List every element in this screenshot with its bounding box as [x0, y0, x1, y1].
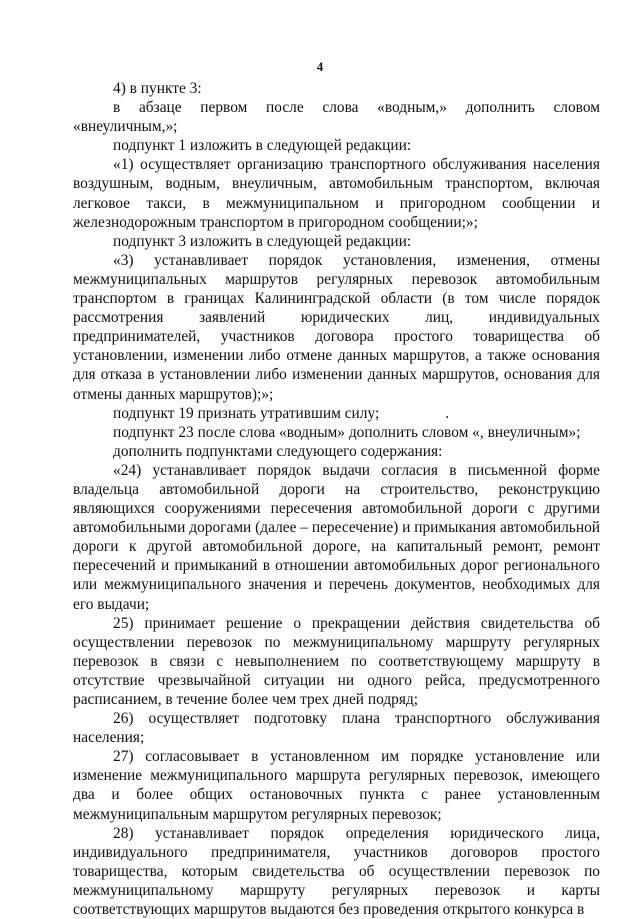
paragraph-abzac-first: в абзаце первом после слова «водным,» дополнить словом «внеуличным,»; [73, 99, 600, 136]
paragraph-subitem-28: 28) устанавливает порядок определения юридического лица, индивидуального предпринимателя, участников договоров простого товарищества, которым свидетельства об осуществлении перевозок по межмуниципальному маршруту регулярных перевозок и карты соответствующих маршрутов выдаются без проведения открытого конкурса в [73, 824, 600, 919]
paragraph-subitem-26: 26) осуществляет подготовку плана транспортного обслуживания населения; [73, 710, 600, 747]
paragraph-subitem-1-text: «1) осуществляет организацию транспортного обслуживания населения воздушным, водным, внеуличным, автомобильным транспортом, включая легковое такси, в межмуниципальном и пригородном сообщении и железнодорожным транспортом в пригородном сообщении;»; [73, 156, 600, 231]
item-4-heading: 4) в пункте 3: [113, 80, 202, 97]
paragraph-add-subitems-intro: дополнить подпунктами следующего содержания: [113, 442, 443, 460]
paragraph-subitem-19: подпункт 19 признать утратившим силу; . [113, 404, 450, 422]
paragraph-subitem-3-intro: подпункт 3 изложить в следующей редакции: [113, 232, 412, 250]
paragraph-subitem-23: подпункт 23 после слова «водным» дополнить словом «, внеуличным»; [113, 423, 581, 441]
page-number: 4 [316, 59, 324, 74]
paragraph-subitem-25: 25) принимает решение о прекращении действия свидетельства об осуществлении перевозок по межмуниципальному маршруту регулярных перевозок в связи с невыполнением по соответствующему маршруту в отсутствие чрезвычайной ситуации ни одного рейса, предусмотренного расписанием, в течение более чем трех дней подряд; [73, 614, 600, 708]
paragraph-subitem-19-text: подпункт 19 признать утратившим силу; [113, 404, 380, 422]
paragraph-subitem-1-intro: подпункт 1 изложить в следующей редакции: [113, 137, 412, 155]
paragraph-subitem-27: 27) согласовывает в установленном им порядке установление или изменение межмуниципального маршрута регулярных перевозок, имеющего два и более общих остановочных пункта с ранее установленным межмуниципальным маршрутом регулярных перевозок; [73, 748, 600, 823]
paragraph-subitem-24: «24) устанавливает порядок выдачи согласия в письменной форме владельца автомобильной дороги на строительство, реконструкцию являющихся сооружениями пересечения автомобильной дороги с другими автомобильными дорогами (далее – пересечение) и примыкания автомобильной дороги к другой автомобильной дороге, на капитальный ремонт, ремонт пересечений и примыканий в отношении автомобильных дорог регионального или межмуниципального значения и перечень документов, необходимых для его выдачи; [73, 461, 600, 613]
document-body [73, 79, 600, 919]
paragraph-subitem-3-text: «3) устанавливает порядок установления, изменения, отмены межмуниципальных маршрутов регулярных перевозок автомобильным транспортом в границах Калининградской области (в том числе порядок рассмотрения заявлений юридических лиц, индивидуальных предпринимателей, участников договора простого товарищества об установлении, изменении либо отмене данных маршрутов, а также основания для отказа в установлении либо изменении данных маршрутов, основания для отмены данных маршрутов);»; [73, 251, 600, 403]
